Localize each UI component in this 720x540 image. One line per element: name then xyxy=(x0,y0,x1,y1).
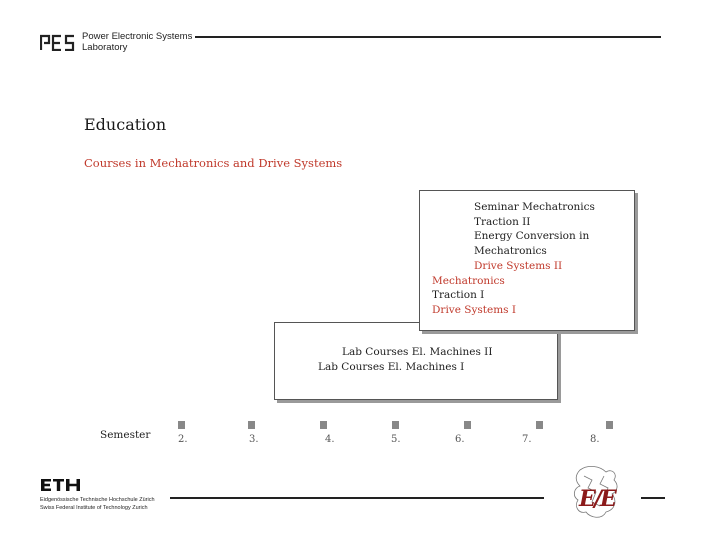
lab-name-line2: Laboratory xyxy=(82,42,128,53)
header-rule xyxy=(195,36,661,38)
semester-tick xyxy=(464,421,471,429)
eth-logo-icon xyxy=(40,478,82,492)
eeh-logo-icon xyxy=(566,462,628,524)
page-title: Education xyxy=(84,115,167,134)
semester-tick xyxy=(536,421,543,429)
lab-name-line1: Power Electronic Systems xyxy=(82,31,193,42)
lab-course-machines-i: Lab Courses El. Machines I xyxy=(318,361,465,373)
course-energy-conversion-line1: Energy Conversion in xyxy=(474,230,590,243)
svg-text:E: E xyxy=(579,486,596,512)
semester-number: 4. xyxy=(325,434,335,445)
semester-tick xyxy=(606,421,613,429)
lab-course-machines-ii: Lab Courses El. Machines II xyxy=(342,346,493,358)
course-traction-i: Traction I xyxy=(432,289,485,302)
semester-tick xyxy=(248,421,255,429)
lab-name xyxy=(82,31,192,53)
course-seminar-mechatronics: Seminar Mechatronics xyxy=(474,201,595,213)
course-drive-systems-ii: Drive Systems II xyxy=(474,259,563,272)
semester-number: 3. xyxy=(249,434,259,445)
semester-number: 6. xyxy=(455,434,465,445)
svg-text:E: E xyxy=(600,486,617,512)
eth-name-german: Eidgenössische Technische Hochschule Zürich xyxy=(40,497,155,503)
footer-rule-short xyxy=(641,497,665,499)
semester-tick xyxy=(320,421,327,429)
semester-number: 7. xyxy=(522,434,532,445)
pes-logo-icon xyxy=(40,33,76,51)
semester-tick xyxy=(392,421,399,429)
footer-rule xyxy=(170,497,544,499)
course-traction-ii: Traction II xyxy=(474,215,531,228)
course-energy-conversion-line2: Mechatronics xyxy=(474,245,547,258)
course-drive-systems-i: Drive Systems I xyxy=(432,303,517,316)
eth-name-english: Swiss Federal Institute of Technology Zurich xyxy=(40,505,148,511)
semester-number: 5. xyxy=(391,434,401,445)
semester-label: Semester xyxy=(100,429,151,441)
svg-text:/: / xyxy=(594,486,603,512)
semester-number: 8. xyxy=(590,434,600,445)
semester-number: 2. xyxy=(178,434,188,445)
course-mechatronics: Mechatronics xyxy=(432,274,505,287)
semester-tick xyxy=(178,421,185,429)
page-subtitle: Courses in Mechatronics and Drive Systems xyxy=(84,156,343,170)
